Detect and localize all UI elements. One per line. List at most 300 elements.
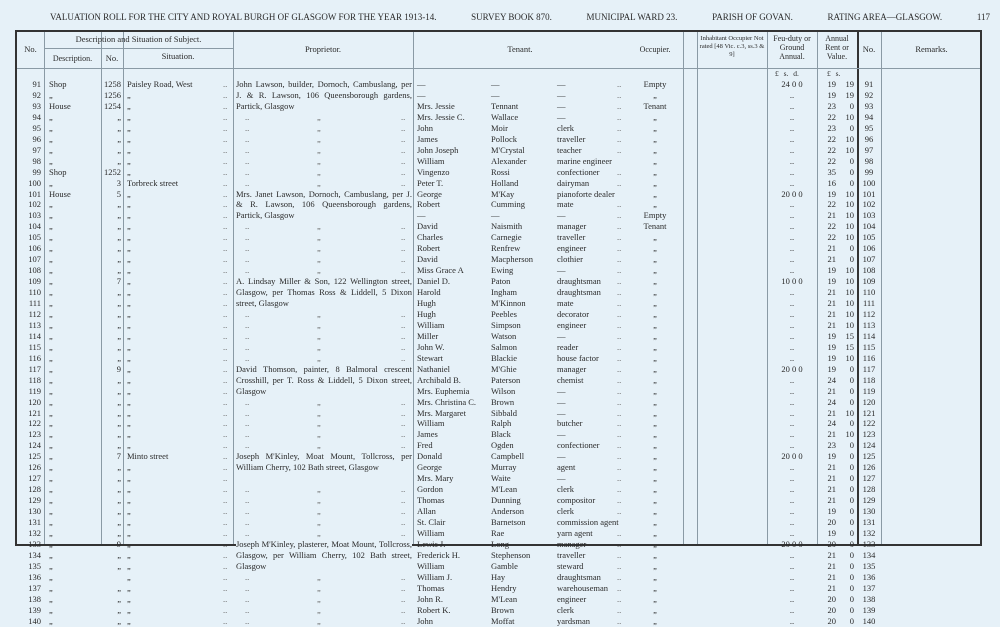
header-situation: Situation. bbox=[161, 51, 195, 61]
occupier-status: „ bbox=[653, 89, 657, 100]
row-situation: „ bbox=[127, 100, 131, 111]
row-situation: „ bbox=[127, 221, 131, 232]
proprietor-ditto-mark: .. bbox=[245, 265, 250, 276]
row-situation: „ bbox=[127, 615, 131, 626]
situation-leader-dots: .. bbox=[223, 177, 228, 188]
occupier-status: Empty bbox=[643, 79, 667, 89]
rent-shillings: 10 bbox=[845, 298, 854, 308]
proprietor-ditto-mark: „ bbox=[317, 484, 321, 495]
situation-leader-dots: .. bbox=[223, 155, 228, 166]
feu-duty-value: .. bbox=[789, 407, 795, 418]
tenant-occupation: — bbox=[557, 89, 566, 100]
row-number: 122 bbox=[28, 418, 41, 429]
tenant-surname: Ogden bbox=[491, 440, 514, 451]
proprietor-ditto-mark: „ bbox=[317, 527, 321, 538]
proprietor-ditto-mark: .. bbox=[245, 232, 250, 243]
feu-duty-value: 20 0 0 bbox=[781, 451, 803, 462]
situation-leader-dots: .. bbox=[223, 287, 228, 298]
proprietor-ditto-mark: „ bbox=[317, 506, 321, 517]
row-situation: „ bbox=[127, 407, 131, 418]
tenant-first-name: Frederick H. bbox=[417, 549, 460, 560]
occupier-status: „ bbox=[653, 615, 657, 626]
tenant-first-name: — bbox=[417, 89, 426, 100]
row-description: „ bbox=[49, 122, 53, 133]
feu-duty-value: .. bbox=[789, 462, 795, 473]
row-number: 103 bbox=[28, 210, 41, 221]
table-row bbox=[17, 561, 980, 572]
rent-pounds: 21 bbox=[827, 243, 836, 254]
occupier-status: „ bbox=[653, 396, 657, 407]
occupier-status: „ bbox=[653, 582, 657, 593]
tenant-occupation: chemist bbox=[557, 374, 584, 385]
tenant-occupation: reader bbox=[557, 341, 579, 352]
tenant-first-name: Mrs. Jessie C. bbox=[417, 111, 465, 122]
feu-duty-value: .. bbox=[789, 100, 795, 111]
row-street-number: „ bbox=[117, 615, 121, 626]
proprietor-ditto-mark: .. bbox=[401, 396, 406, 407]
row-number: 95 bbox=[32, 122, 41, 133]
situation-leader-dots: .. bbox=[223, 166, 228, 177]
row-description: „ bbox=[49, 429, 53, 440]
tenant-occupation: dairyman bbox=[557, 177, 590, 188]
row-street-number: „ bbox=[117, 155, 121, 166]
row-street-number: „ bbox=[117, 210, 121, 221]
tenant-surname: Ingham bbox=[491, 287, 517, 298]
row-street-number: 9 bbox=[116, 538, 121, 549]
tenant-occupation: draughtsman bbox=[557, 276, 601, 287]
rent-pounds: 22 bbox=[827, 144, 836, 155]
situation-leader-dots: .. bbox=[223, 517, 228, 527]
row-description: Shop bbox=[49, 79, 67, 89]
occupier-status: „ bbox=[653, 538, 657, 549]
rent-pounds: 22 bbox=[827, 221, 836, 232]
tenant-occupation: clerk bbox=[557, 122, 574, 133]
tenant-leader-dots: .. bbox=[617, 440, 622, 451]
situation-leader-dots: .. bbox=[223, 276, 228, 287]
row-street-number: „ bbox=[117, 122, 121, 133]
rent-pounds: 35 bbox=[827, 166, 836, 177]
row-description: „ bbox=[49, 352, 53, 363]
row-number-right: 139 bbox=[862, 604, 876, 615]
tenant-surname: Ralph bbox=[491, 418, 512, 429]
proprietor-ditto-mark: .. bbox=[245, 593, 250, 604]
rent-pounds: 19 bbox=[827, 352, 836, 363]
row-description: „ bbox=[49, 560, 53, 571]
tenant-surname: Campbell bbox=[491, 451, 525, 462]
proprietor-ditto-mark: .. bbox=[245, 352, 250, 363]
proprietor-ditto-mark: .. bbox=[401, 166, 406, 177]
tenant-surname: Cumming bbox=[491, 199, 526, 210]
rent-shillings: 0 bbox=[849, 604, 854, 615]
rent-pounds: 24 bbox=[827, 374, 836, 385]
row-street-number: „ bbox=[117, 396, 121, 407]
occupier-status: „ bbox=[653, 308, 657, 319]
proprietor-ditto-mark: .. bbox=[401, 341, 406, 352]
row-situation: „ bbox=[127, 506, 131, 517]
tenant-surname: Macpherson bbox=[491, 254, 534, 265]
tenant-first-name: John Joseph bbox=[417, 144, 459, 155]
tenant-leader-dots: .. bbox=[617, 341, 622, 352]
tenant-first-name: Mrs. Margaret bbox=[417, 407, 466, 418]
roll-title: VALUATION ROLL FOR THE CITY AND ROYAL BURGH OF GLASGOW FOR THE YEAR 1913-14. bbox=[50, 12, 437, 22]
tenant-occupation: steward bbox=[557, 560, 584, 571]
occupier-status: Tenant bbox=[643, 100, 667, 111]
rent-pounds: 20 bbox=[827, 604, 836, 615]
row-description: „ bbox=[49, 276, 53, 287]
row-street-number: „ bbox=[117, 484, 121, 495]
occupier-status: „ bbox=[653, 111, 657, 122]
feu-duty-value: .. bbox=[789, 232, 795, 243]
feu-duty-value: .. bbox=[789, 144, 795, 155]
situation-leader-dots: .. bbox=[223, 429, 228, 440]
row-description: „ bbox=[49, 451, 53, 462]
row-number: 115 bbox=[28, 341, 41, 352]
rent-shillings: 10 bbox=[845, 319, 854, 330]
row-description: „ bbox=[49, 473, 53, 484]
row-description: „ bbox=[49, 155, 53, 166]
tenant-leader-dots: .. bbox=[617, 254, 622, 265]
tenant-occupation: confectioner bbox=[557, 440, 600, 451]
occupier-status: „ bbox=[653, 418, 657, 429]
rent-shillings: 0 bbox=[849, 484, 854, 495]
feu-duty-value: .. bbox=[789, 527, 795, 538]
situation-leader-dots: .. bbox=[223, 210, 228, 221]
table-row bbox=[17, 506, 980, 517]
tenant-leader-dots: .. bbox=[617, 407, 622, 418]
tenant-first-name: Nathaniel bbox=[417, 363, 451, 374]
tenant-first-name: Peter T. bbox=[417, 177, 444, 188]
table-row bbox=[17, 178, 980, 189]
row-situation: „ bbox=[127, 330, 131, 341]
proprietor-ditto-mark: „ bbox=[317, 177, 321, 188]
tenant-leader-dots: .. bbox=[617, 122, 622, 133]
rent-pounds: 21 bbox=[827, 571, 836, 582]
rent-pounds: 19 bbox=[827, 451, 836, 462]
tenant-leader-dots: .. bbox=[617, 276, 622, 287]
situation-leader-dots: .. bbox=[223, 100, 228, 111]
feu-duty-value: .. bbox=[789, 517, 795, 527]
situation-leader-dots: .. bbox=[223, 221, 228, 232]
rent-pounds: 22 bbox=[827, 133, 836, 144]
page-header bbox=[50, 12, 990, 22]
occupier-status: „ bbox=[653, 462, 657, 473]
header-occupier: Occupier. bbox=[639, 45, 671, 54]
row-number-right: 122 bbox=[862, 418, 876, 429]
tenant-leader-dots: .. bbox=[617, 363, 622, 374]
row-number: 105 bbox=[28, 232, 41, 243]
situation-leader-dots: .. bbox=[223, 396, 228, 407]
situation-leader-dots: .. bbox=[223, 254, 228, 265]
tenant-occupation: draughtsman bbox=[557, 287, 601, 298]
row-number: 93 bbox=[32, 100, 41, 111]
tenant-first-name: Miller bbox=[417, 330, 439, 341]
row-situation: „ bbox=[127, 527, 131, 538]
parish: PARISH OF GOVAN. bbox=[712, 12, 793, 22]
proprietor-ditto-mark: „ bbox=[317, 440, 321, 451]
tenant-first-name: Stewart bbox=[417, 352, 443, 363]
tenant-first-name: Robert bbox=[417, 199, 441, 210]
tenant-occupation: — bbox=[557, 111, 566, 122]
row-situation: „ bbox=[127, 254, 131, 265]
feu-duty-value: .. bbox=[789, 265, 795, 276]
rent-pounds: 19 bbox=[827, 188, 836, 199]
rent-pounds: 19 bbox=[827, 330, 836, 341]
situation-leader-dots: .. bbox=[223, 593, 228, 604]
table-row bbox=[17, 145, 980, 156]
proprietor-ditto-mark: „ bbox=[317, 615, 321, 626]
feu-duty-value: .. bbox=[789, 177, 795, 188]
proprietor-ditto-mark: .. bbox=[245, 177, 250, 188]
row-street-number: „ bbox=[117, 243, 121, 254]
row-number-right: 97 bbox=[864, 144, 874, 155]
situation-leader-dots: .. bbox=[223, 549, 228, 560]
occupier-status: „ bbox=[653, 473, 657, 484]
row-description: Shop bbox=[49, 166, 67, 177]
row-situation: „ bbox=[127, 210, 131, 221]
proprietor-ditto-mark: .. bbox=[245, 407, 250, 418]
header-no-right: No. bbox=[862, 44, 876, 54]
proprietor-ditto-mark: „ bbox=[317, 221, 321, 232]
row-number-right: 135 bbox=[862, 560, 876, 571]
rent-pounds: 21 bbox=[827, 582, 836, 593]
rent-shillings: 10 bbox=[845, 188, 854, 199]
situation-leader-dots: .. bbox=[223, 527, 228, 538]
row-number-right: 105 bbox=[862, 232, 876, 243]
tenant-first-name: Vingenzo bbox=[417, 166, 450, 177]
row-number: 94 bbox=[32, 111, 41, 122]
proprietor-ditto-mark: „ bbox=[317, 232, 321, 243]
row-street-number: „ bbox=[117, 549, 121, 560]
feu-duty-value: .. bbox=[789, 166, 795, 177]
row-number: 92 bbox=[32, 89, 41, 100]
feu-duty-value: .. bbox=[789, 484, 795, 495]
rent-units: £ s. bbox=[827, 69, 841, 78]
rent-shillings: 0 bbox=[849, 615, 854, 626]
tenant-leader-dots: .. bbox=[617, 330, 622, 341]
row-number: 132 bbox=[28, 527, 41, 538]
row-number: 102 bbox=[28, 199, 41, 210]
tenant-leader-dots: .. bbox=[617, 144, 622, 155]
feu-duty-value: .. bbox=[789, 615, 795, 626]
proprietor-ditto-mark: .. bbox=[245, 111, 250, 122]
rent-shillings: 10 bbox=[845, 144, 854, 155]
tenant-occupation: mate bbox=[557, 298, 574, 308]
rent-pounds: 21 bbox=[827, 560, 836, 571]
table-row bbox=[17, 495, 980, 506]
row-situation: „ bbox=[127, 133, 131, 144]
row-street-number: „ bbox=[117, 593, 121, 604]
feu-duty-value: .. bbox=[789, 199, 795, 210]
row-situation: „ bbox=[127, 560, 131, 571]
feu-duty-value: 20 0 0 bbox=[781, 188, 803, 199]
row-number-right: 111 bbox=[862, 298, 876, 308]
proprietor-ditto-mark: .. bbox=[401, 232, 406, 243]
feu-duty-value: .. bbox=[789, 298, 795, 308]
tenant-occupation: traveller bbox=[557, 232, 586, 243]
situation-leader-dots: .. bbox=[223, 407, 228, 418]
situation-leader-dots: .. bbox=[223, 538, 228, 549]
row-street-number: „ bbox=[117, 287, 121, 298]
row-situation: „ bbox=[127, 265, 131, 276]
tenant-surname: Wilson bbox=[491, 385, 516, 396]
table-row bbox=[17, 451, 980, 462]
row-street-number: „ bbox=[117, 319, 121, 330]
row-number-right: 136 bbox=[862, 571, 876, 582]
row-situation: „ bbox=[127, 604, 131, 615]
rent-pounds: 22 bbox=[827, 155, 836, 166]
tenant-occupation: draughtsman bbox=[557, 571, 601, 582]
row-description: „ bbox=[49, 111, 53, 122]
rent-pounds: 16 bbox=[827, 177, 836, 188]
row-situation: „ bbox=[127, 484, 131, 495]
row-number: 124 bbox=[28, 440, 41, 451]
tenant-leader-dots: .. bbox=[617, 166, 622, 177]
tenant-occupation: pianoforte dealer bbox=[557, 188, 615, 199]
row-number: 117 bbox=[28, 363, 41, 374]
tenant-surname: Renfrew bbox=[491, 243, 521, 254]
row-number-right: 133 bbox=[862, 538, 876, 549]
row-number: 114 bbox=[28, 330, 41, 341]
table-row bbox=[17, 298, 980, 309]
row-situation: „ bbox=[127, 549, 131, 560]
occupier-status: „ bbox=[653, 604, 657, 615]
row-description: „ bbox=[49, 484, 53, 495]
rent-pounds: 24 bbox=[827, 396, 836, 407]
tenant-occupation: — bbox=[557, 396, 566, 407]
proprietor-ditto-mark: .. bbox=[401, 133, 406, 144]
rent-shillings: 0 bbox=[849, 582, 854, 593]
tenant-first-name: Mrs. Mary bbox=[417, 473, 454, 484]
row-number: 104 bbox=[28, 221, 41, 232]
rent-pounds: 22 bbox=[827, 111, 836, 122]
row-description: „ bbox=[49, 517, 53, 527]
row-number: 100 bbox=[28, 177, 41, 188]
situation-leader-dots: .. bbox=[223, 341, 228, 352]
feu-duty-value: .. bbox=[789, 560, 795, 571]
row-number-right: 119 bbox=[862, 385, 876, 396]
rent-shillings: 15 bbox=[845, 341, 854, 352]
row-number-right: 130 bbox=[862, 506, 876, 517]
row-situation: „ bbox=[127, 341, 131, 352]
row-description: „ bbox=[49, 396, 53, 407]
tenant-surname: Wallace bbox=[491, 111, 519, 122]
proprietor-ditto-mark: „ bbox=[317, 604, 321, 615]
row-situation: „ bbox=[127, 473, 131, 484]
tenant-occupation: — bbox=[557, 330, 566, 341]
row-number-right: 93 bbox=[864, 100, 874, 111]
feu-duty-value: .. bbox=[789, 495, 795, 506]
tenant-leader-dots: .. bbox=[617, 111, 622, 122]
proprietor-ditto-mark: „ bbox=[317, 144, 321, 155]
situation-leader-dots: .. bbox=[223, 298, 228, 308]
feu-duty-value: .. bbox=[789, 385, 795, 396]
proprietor-ditto-mark: „ bbox=[317, 155, 321, 166]
table-row bbox=[17, 232, 980, 243]
proprietor-ditto-mark: .. bbox=[401, 111, 406, 122]
proprietor-ditto-mark: „ bbox=[317, 166, 321, 177]
row-number: 98 bbox=[32, 155, 41, 166]
tenant-first-name: Lewis J. bbox=[417, 538, 446, 549]
tenant-leader-dots: .. bbox=[617, 473, 622, 484]
proprietor-ditto-mark: .. bbox=[401, 330, 406, 341]
row-description: „ bbox=[49, 593, 53, 604]
row-number-right: 110 bbox=[862, 287, 876, 298]
tenant-occupation: clothier bbox=[557, 254, 583, 265]
occupier-status: „ bbox=[653, 429, 657, 440]
row-number-right: 108 bbox=[862, 265, 876, 276]
proprietor-ditto-mark: .. bbox=[245, 495, 250, 506]
tenant-leader-dots: .. bbox=[617, 615, 622, 626]
tenant-surname: Alexander bbox=[491, 155, 527, 166]
table-row bbox=[17, 101, 980, 112]
row-street-number: „ bbox=[117, 462, 121, 473]
feu-duty-value: .. bbox=[789, 308, 795, 319]
situation-leader-dots: .. bbox=[223, 133, 228, 144]
row-number: 99 bbox=[32, 166, 41, 177]
rent-shillings: 0 bbox=[849, 374, 854, 385]
proprietor-ditto-mark: .. bbox=[401, 243, 406, 254]
proprietor-ditto-mark: .. bbox=[245, 308, 250, 319]
proprietor-entry: David Thomson, painter, 8 Balmoral crescent Crosshill, per T. Ross & Liddell, 5 Dixon street, Glasgow bbox=[236, 363, 412, 396]
tenant-leader-dots: .. bbox=[617, 582, 622, 593]
rent-pounds: 23 bbox=[827, 100, 836, 111]
tenant-occupation: — bbox=[557, 79, 566, 89]
feu-duty-value: 24 0 0 bbox=[781, 79, 803, 89]
feu-duty-value: .. bbox=[789, 473, 795, 484]
tenant-occupation: — bbox=[557, 429, 566, 440]
row-street-number: 1254 bbox=[104, 100, 121, 111]
tenant-occupation: — bbox=[557, 265, 566, 276]
row-situation: „ bbox=[127, 538, 131, 549]
row-street-number: „ bbox=[117, 111, 121, 122]
rent-pounds: 21 bbox=[827, 210, 836, 221]
tenant-surname: Ewing bbox=[491, 265, 514, 276]
tenant-leader-dots: .. bbox=[617, 593, 622, 604]
feu-duty-value: .. bbox=[789, 604, 795, 615]
tenant-surname: Hay bbox=[491, 571, 506, 582]
rent-pounds: 19 bbox=[827, 363, 836, 374]
row-street-number: „ bbox=[117, 429, 121, 440]
row-street-number: „ bbox=[117, 385, 121, 396]
row-number-right: 118 bbox=[862, 374, 876, 385]
row-number: 125 bbox=[28, 451, 41, 462]
tenant-surname: Blackie bbox=[491, 352, 517, 363]
proprietor-ditto-mark: .. bbox=[245, 144, 250, 155]
table-row bbox=[17, 342, 980, 353]
row-description: „ bbox=[49, 374, 53, 385]
rent-shillings: 10 bbox=[845, 111, 854, 122]
rating-area: RATING AREA—GLASGOW. bbox=[827, 12, 943, 22]
row-street-number: „ bbox=[117, 265, 121, 276]
feu-duty-value: .. bbox=[789, 593, 795, 604]
rent-shillings: 10 bbox=[845, 210, 854, 221]
proprietor-ditto-mark: „ bbox=[317, 319, 321, 330]
proprietor-ditto-mark: .. bbox=[401, 571, 406, 582]
table-row bbox=[17, 616, 980, 627]
proprietor-ditto-mark: .. bbox=[245, 429, 250, 440]
feu-duty-value: .. bbox=[789, 549, 795, 560]
table-row bbox=[17, 254, 980, 265]
row-situation: „ bbox=[127, 396, 131, 407]
tenant-surname: — bbox=[491, 79, 500, 89]
tenant-occupation: engineer bbox=[557, 593, 587, 604]
row-situation: „ bbox=[127, 276, 131, 287]
table-row bbox=[17, 123, 980, 134]
situation-leader-dots: .. bbox=[223, 473, 228, 484]
feu-duty-value: .. bbox=[789, 582, 795, 593]
row-number-right: 95 bbox=[864, 122, 874, 133]
situation-leader-dots: .. bbox=[223, 571, 228, 582]
